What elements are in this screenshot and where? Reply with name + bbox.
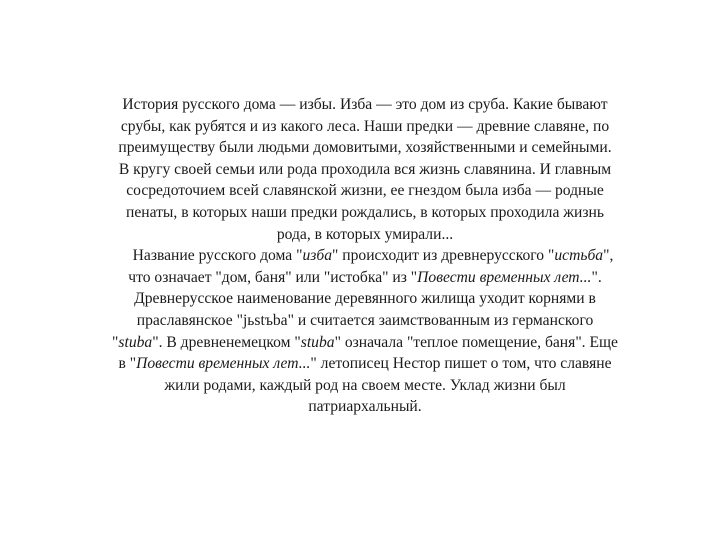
italic-term: истьба	[554, 247, 604, 265]
text-run: ",	[603, 247, 614, 265]
text-line: Древнерусское наименование деревянного жилища уходит корнями в	[134, 290, 596, 308]
text-run: " происходит из древнерусского "	[332, 247, 555, 265]
text-line: патриархальный.	[308, 398, 422, 416]
text-run: в "	[118, 355, 137, 373]
italic-term: stuba	[118, 333, 153, 351]
text-line: праславянское "jьstъba" и считается заимствованным из германского	[136, 311, 594, 329]
italic-title: Повести временных лет...	[417, 268, 592, 286]
text-line: пенаты, в которых наши предки рождались, в которых проходила жизнь	[125, 203, 604, 221]
text-run: Название русского дома "	[132, 247, 303, 265]
text-line: В кругу своей семьи или рода проходила вся жизнь славянина. И главным	[118, 160, 612, 178]
text-line	[70, 267, 660, 289]
text-line: рода, в которых умирали...	[276, 225, 454, 243]
italic-title: Повести временных лет...	[136, 355, 311, 373]
text-line	[70, 353, 660, 375]
text-line: срубы, как рубятся и из какого леса. Наши предки — древние славяне, по	[120, 117, 610, 135]
text-run: " означала "теплое помещение, баня". Еще	[334, 333, 618, 351]
text-line	[70, 245, 660, 267]
text-run: "	[112, 333, 119, 351]
paragraph-etymology	[70, 245, 660, 418]
text-run: " летописец Нестор пишет о том, что славяне	[310, 355, 612, 373]
text-line: История русского дома — избы. Изба — это дом из сруба. Какие бывают	[122, 96, 608, 113]
paragraph-history	[70, 94, 660, 245]
text-line: преимуществу были людьми домовитыми, хозяйственными и семейными.	[118, 139, 612, 157]
text-block	[70, 94, 660, 418]
italic-term: изба	[302, 247, 332, 265]
text-line: жили родами, каждый род на своем месте. Уклад жизни был	[164, 376, 566, 394]
text-line	[70, 332, 660, 354]
text-run: ". В древненемецком "	[152, 333, 301, 351]
text-line: сосредоточием всей славянской жизни, ее гнездом была изба — родные	[126, 182, 604, 200]
text-run: что означает "дом, баня" или "истобка" из "	[128, 268, 418, 286]
italic-term: stuba	[300, 333, 335, 351]
text-run: ".	[591, 268, 602, 286]
